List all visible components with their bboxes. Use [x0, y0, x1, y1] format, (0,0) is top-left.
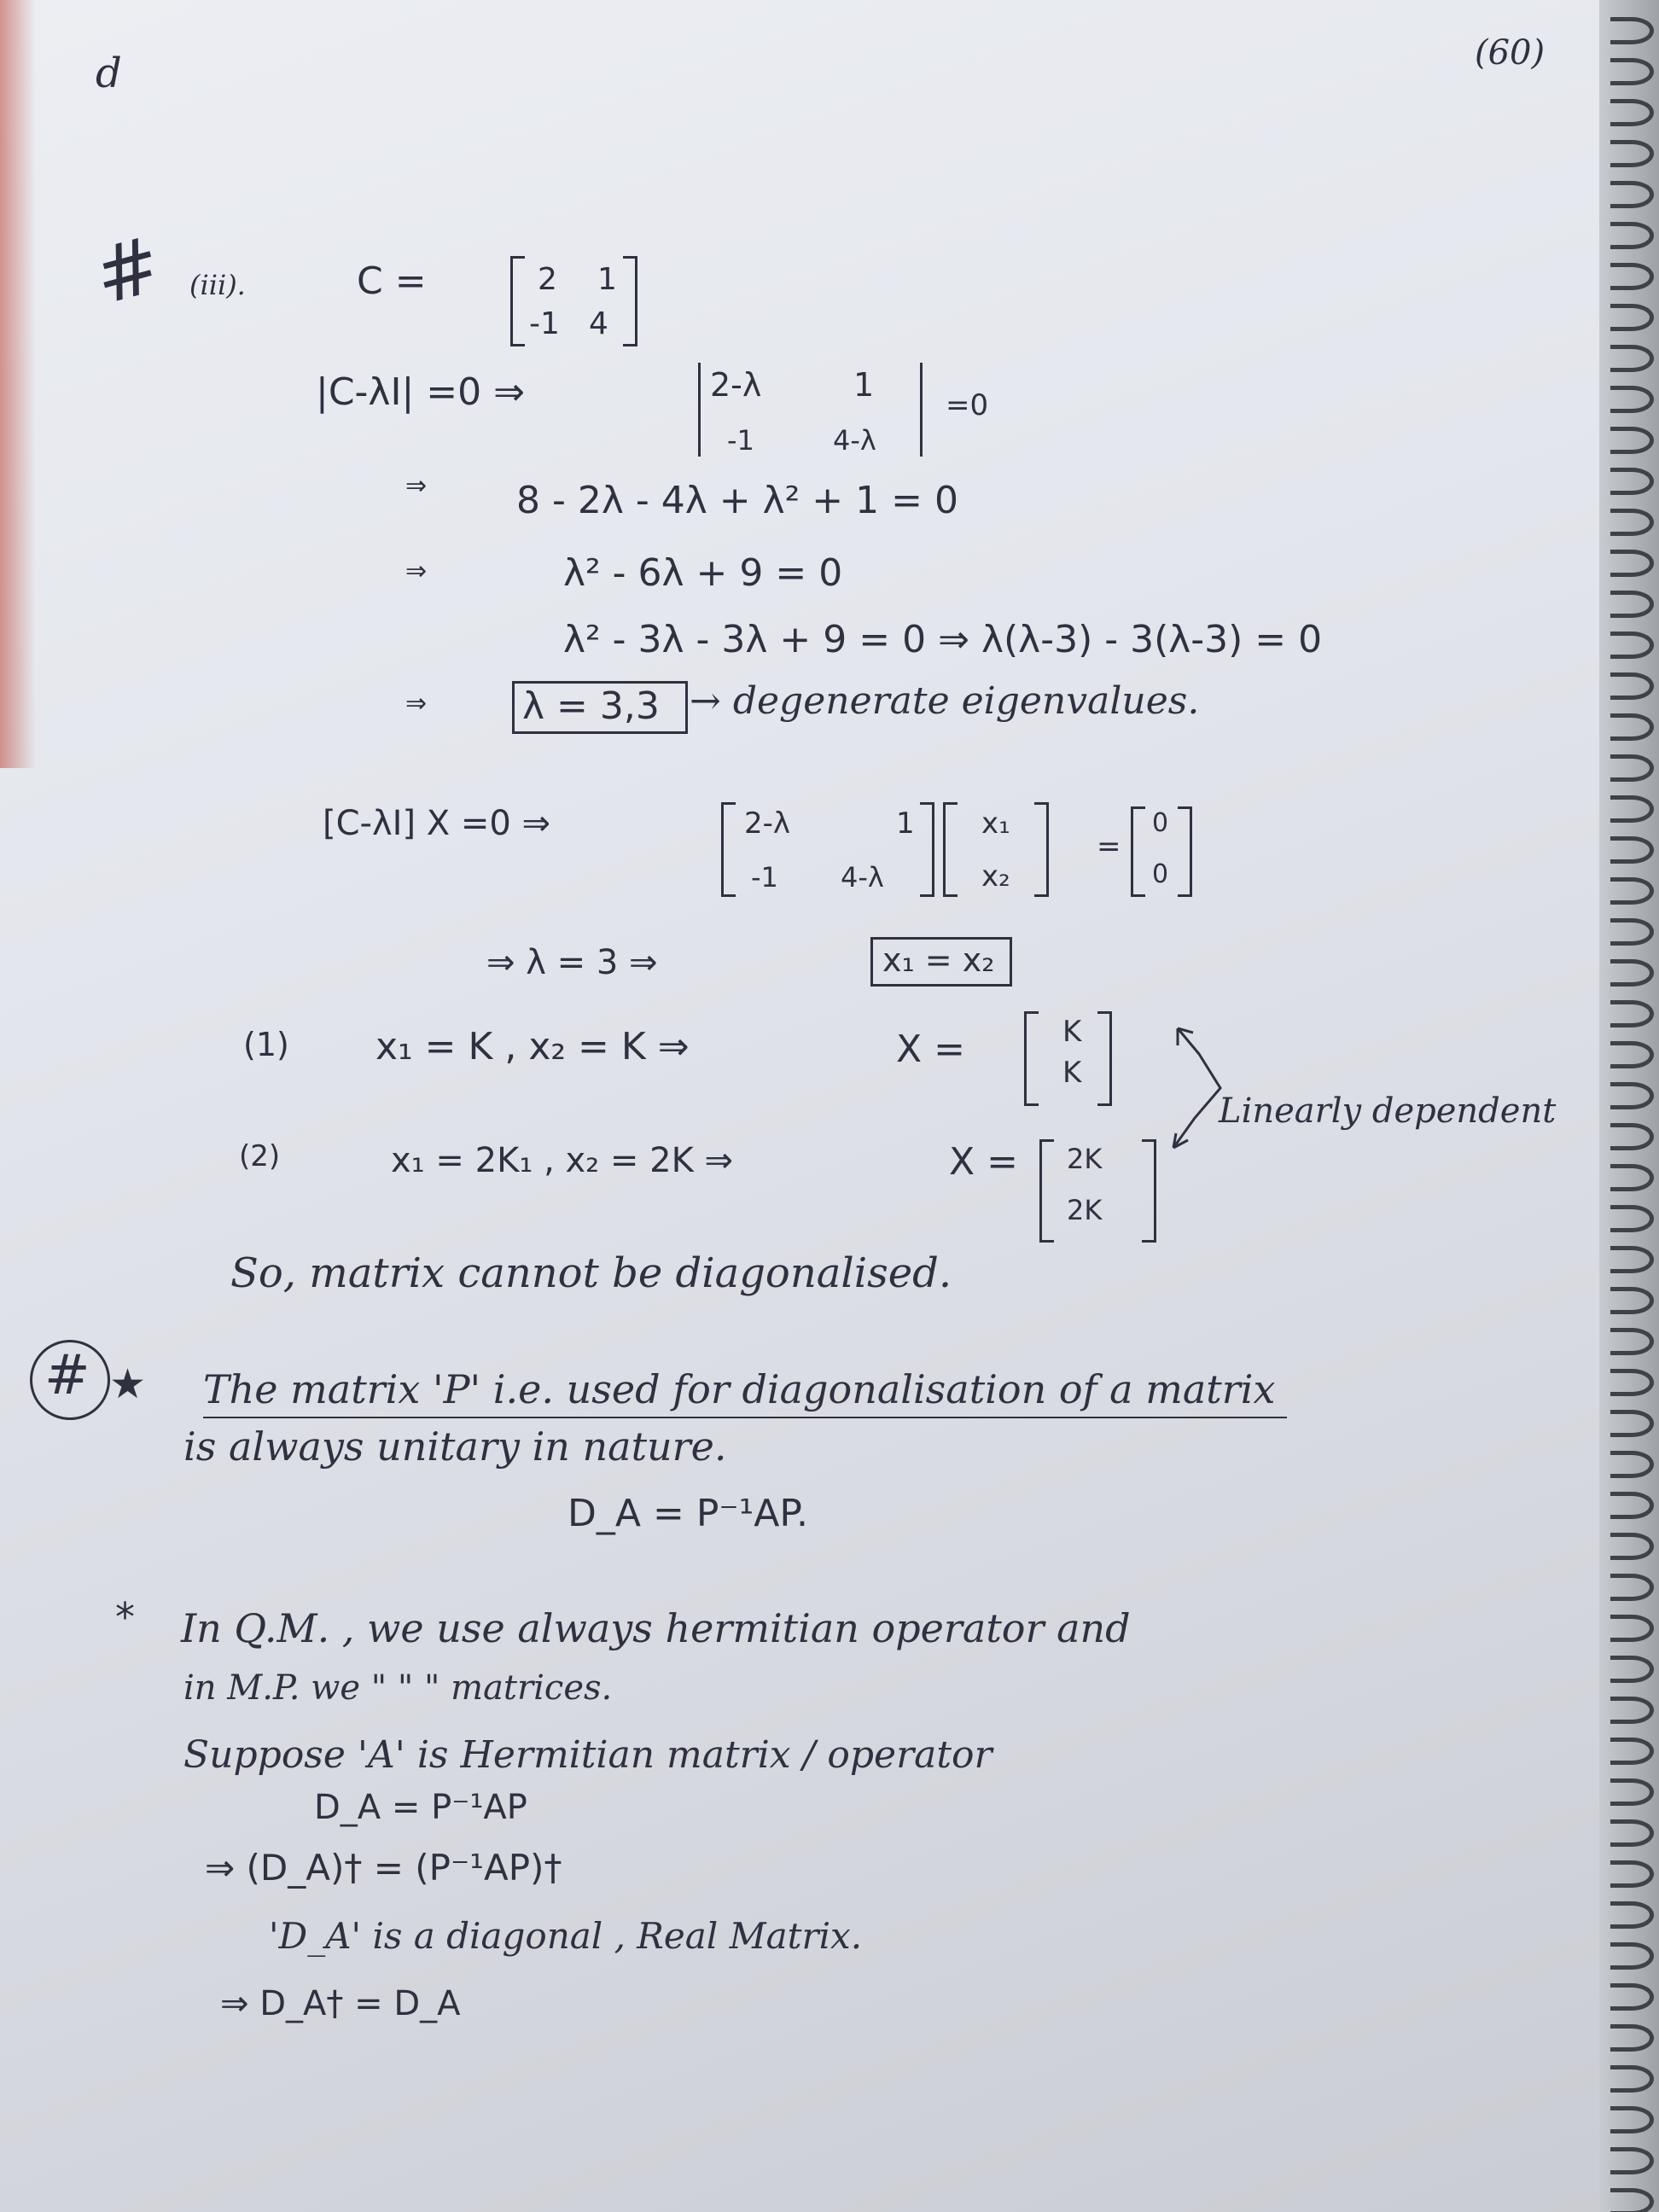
spiral-ring — [1610, 181, 1654, 208]
spiral-ring — [1610, 591, 1654, 618]
spiral-ring — [1610, 345, 1654, 372]
note-1-line-1: The matrix 'P' i.e. used for diagonalisation of a matrix — [203, 1366, 1276, 1412]
spiral-ring — [1610, 1656, 1654, 1683]
step-3: λ² - 3λ - 3λ + 9 = 0 ⇒ λ(λ-3) - 3(λ-3) = 0 — [563, 618, 1323, 661]
spiral-ring — [1610, 795, 1654, 823]
spiral-ring — [1610, 1287, 1654, 1314]
case-2-label: (2) — [239, 1139, 281, 1173]
spiral-ring — [1610, 1738, 1654, 1765]
spiral-ring — [1610, 918, 1654, 946]
spiral-ring — [1610, 1492, 1654, 1519]
star-icon: ★ — [109, 1360, 147, 1408]
spiral-ring — [1610, 1410, 1654, 1437]
spiral-ring — [1610, 1778, 1654, 1806]
problem-label: (iii). — [189, 269, 246, 301]
spiral-ring — [1610, 1164, 1654, 1191]
spiral-ring — [1610, 386, 1654, 413]
case-1-text: x₁ = K , x₂ = K ⇒ — [375, 1025, 690, 1068]
spiral-ring — [1610, 2147, 1654, 2174]
circled-hash-icon: # — [30, 1340, 110, 1420]
char-eq-lhs: |C-λI| =0 ⇒ — [316, 370, 525, 414]
spiral-binding — [1599, 0, 1659, 2212]
dependency-brace-icon — [1144, 1016, 1229, 1169]
asterisk-icon: * — [115, 1594, 135, 1640]
note-1-line-2: is always unitary in nature. — [183, 1423, 727, 1470]
case-1-label: (1) — [243, 1026, 289, 1063]
spiral-ring — [1610, 672, 1654, 700]
note-2-line-7: ⇒ D_A† = D_A — [220, 1984, 461, 2023]
spiral-ring — [1610, 222, 1654, 249]
spiral-ring — [1610, 1819, 1654, 1847]
spiral-ring — [1610, 1246, 1654, 1273]
linearly-dependent-note: Linearly dependent — [1219, 1091, 1557, 1131]
vector-equation-lhs: [C-λI] X =0 ⇒ — [323, 804, 551, 843]
case-1-x: X = — [896, 1027, 965, 1071]
spiral-ring — [1610, 1901, 1654, 1929]
corner-mark: d — [96, 49, 122, 97]
spiral-ring — [1610, 58, 1654, 85]
char-eq-rhs: =0 — [946, 388, 989, 422]
note-2-line-6: 'D_A' is a diagonal , Real Matrix. — [269, 1915, 863, 1957]
x-equal-text: x₁ = x₂ — [882, 941, 995, 979]
case-2-text: x₁ = 2K₁ , x₂ = 2K ⇒ — [391, 1141, 734, 1180]
spiral-ring — [1610, 509, 1654, 536]
lambda-three: ⇒ λ = 3 ⇒ — [486, 943, 658, 982]
step-1: 8 - 2λ - 4λ + λ² + 1 = 0 — [516, 479, 958, 522]
spiral-ring — [1610, 1983, 1654, 2011]
page-number: (60) — [1475, 33, 1545, 73]
conclusion: So, matrix cannot be diagonalised. — [230, 1249, 952, 1297]
degenerate-note: → degenerate eigenvalues. — [690, 679, 1200, 723]
spiral-ring — [1610, 1533, 1654, 1560]
matrix-c-label: C = — [357, 259, 427, 303]
spiral-ring — [1610, 1000, 1654, 1027]
spiral-ring — [1610, 2065, 1654, 2093]
spiral-ring — [1610, 427, 1654, 454]
note-1-formula: D_A = P⁻¹AP. — [568, 1492, 808, 1535]
step-2: λ² - 6λ + 9 = 0 — [563, 551, 843, 595]
spiral-ring — [1610, 1697, 1654, 1724]
spiral-ring — [1610, 1328, 1654, 1355]
spiral-ring — [1610, 1041, 1654, 1068]
spiral-ring — [1610, 754, 1654, 782]
spiral-ring — [1610, 263, 1654, 290]
eigenvalue-text: λ = 3,3 — [522, 684, 660, 728]
spiral-ring — [1610, 2188, 1654, 2212]
spiral-ring — [1610, 1451, 1654, 1478]
note-2-line-2: in M.P. we " " " matrices. — [183, 1668, 613, 1708]
spiral-ring — [1610, 836, 1654, 864]
spiral-ring — [1610, 1123, 1654, 1150]
spiral-ring — [1610, 1369, 1654, 1396]
spiral-ring — [1610, 468, 1654, 495]
spiral-ring — [1610, 1615, 1654, 1642]
note-2-line-4: D_A = P⁻¹AP — [314, 1788, 527, 1827]
note-2-line-1: In Q.M. , we use always hermitian operator and — [181, 1605, 1131, 1651]
spiral-ring — [1610, 877, 1654, 905]
spiral-ring — [1610, 304, 1654, 331]
spiral-ring — [1610, 632, 1654, 659]
spiral-ring — [1610, 2024, 1654, 2052]
spiral-ring — [1610, 140, 1654, 167]
spiral-ring — [1610, 1860, 1654, 1888]
case-2-x: X = — [949, 1140, 1018, 1184]
note-2-line-5: ⇒ (D_A)† = (P⁻¹AP)† — [205, 1847, 562, 1889]
spiral-ring — [1610, 2106, 1654, 2133]
spiral-ring — [1610, 713, 1654, 741]
note-2-line-3: Suppose 'A' is Hermitian matrix / operator — [183, 1733, 992, 1777]
spiral-ring — [1610, 99, 1654, 126]
desk-edge — [0, 0, 36, 768]
spiral-ring — [1610, 17, 1654, 44]
hash-mark-icon: # — [84, 219, 171, 323]
spiral-ring — [1610, 1942, 1654, 1970]
note-1-underline — [203, 1417, 1287, 1418]
spiral-ring — [1610, 959, 1654, 987]
notebook-page: (60) d # (iii). C = 2 1 -1 4 |C-λI| =0 ⇒ 2-λ 1 -1 4-λ =0 ⇒ 8 - 2λ - 4λ + λ² + 1 = 0 ⇒ λ² - 6λ + 9 = 0 λ² - 3λ - 3λ + 9 = 0 ⇒ λ(λ-3) - 3(λ-3) = 0 ⇒ λ = 3,3 → degenerate eigenvalues. [C-λI] X =0 ⇒ 2-λ 1 -1 4-λ x₁ x₂ = 0 0 ⇒ λ = 3 ⇒ x₁ = x₂ (1) x₁ = K , x₂ = K ⇒ X = K K (2) x₁ = 2K₁ , x₂ = 2K ⇒ X = 2K 2K Linearly dependent So, matrix cannot be diagonalised. # ★ The matrix 'P' i.e. used for diagonalisation of a matrix is always unitary in nature. D_A = P⁻¹AP. * In Q.M. , we use always hermitian operator and in M.P. we " " " matrices. Suppose 'A' is Hermitian matrix / operator D_A = P⁻¹AP ⇒ (D_A)† = (P⁻¹AP)† 'D_A' is a diagonal , Real Matrix. ⇒ D_A† = D_A — [0, 0, 1659, 2212]
spiral-ring — [1610, 550, 1654, 577]
spiral-ring — [1610, 1205, 1654, 1232]
equals-sign: = — [1097, 830, 1121, 864]
spiral-ring — [1610, 1082, 1654, 1109]
spiral-ring — [1610, 1574, 1654, 1601]
